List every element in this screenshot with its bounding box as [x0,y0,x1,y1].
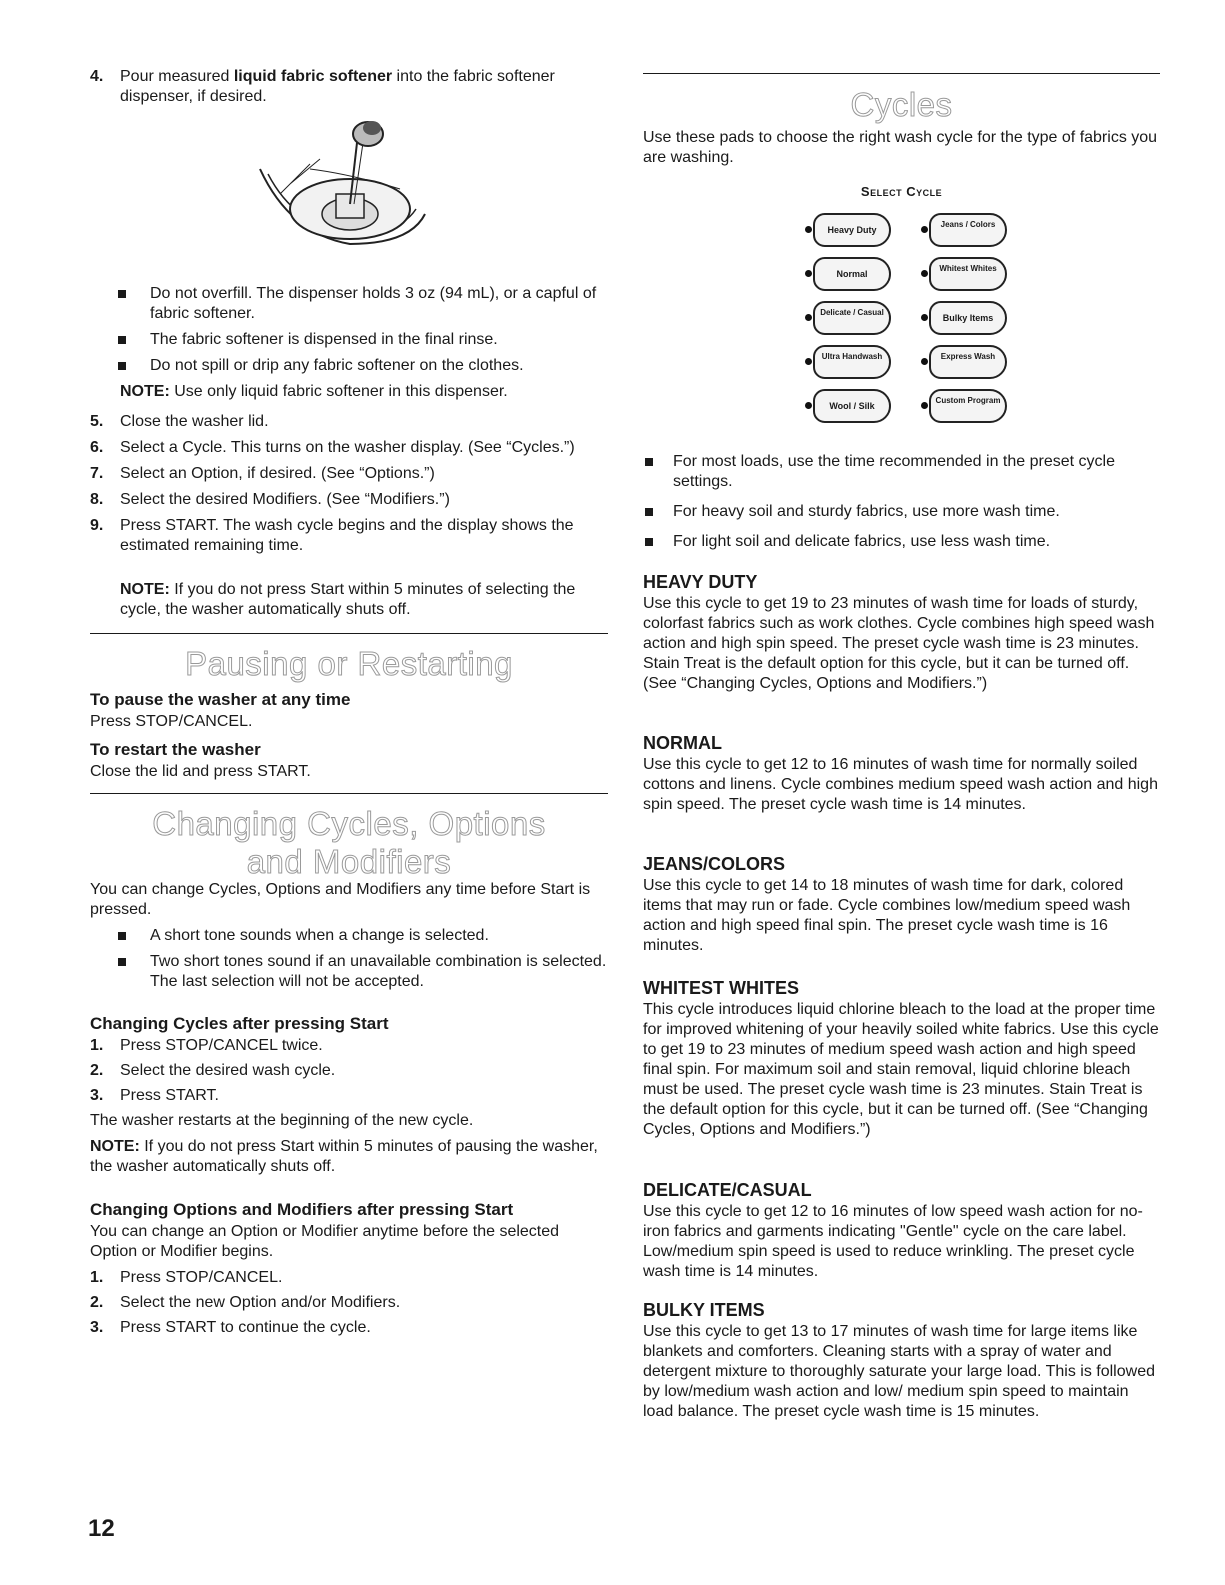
note-softener: NOTE: Use only liquid fabric softener in this dispenser. [120,383,508,400]
cycle-pad-express-wash[interactable] [921,345,1009,379]
cycle-section-heavy-duty [643,572,1160,694]
cycle-description: Use this cycle to get 13 to 17 minutes of wash time for large items like blankets and comforters. Cleaning starts with a spray of water and detergent mixture to thoroughly saturate your large load. This is followed by low/medium wash action and low/ medium spin speed to maintain load balance. The preset cycle wash time is 15 minutes. [643,1323,1155,1420]
cycle-pad-whitest-whites[interactable] [921,257,1009,291]
step-item: 3. Press START. [90,1087,219,1104]
indicator-light-icon [805,358,812,365]
cycles-after-start-section [90,1014,610,1177]
pad-label: Heavy Duty [813,213,891,247]
list-item: Do not overfill. The dispenser holds 3 oz (94 mL), or a capful of fabric softener. [90,284,610,324]
changing-section-title-line2: and Modifiers [246,843,452,880]
cycle-description: Use this cycle to get 12 to 16 minutes of low speed wash action for no-iron fabrics and garments indicating "Gentle" cycle on the care label. Low/medium spin speed is used to reduce wrinkling. The preset cycle wash time is 14 minutes. [643,1203,1143,1280]
indicator-light-icon [805,402,812,409]
indicator-light-icon [921,226,928,233]
cycle-heading: NORMAL [643,733,722,753]
cycle-description: Use this cycle to get 14 to 18 minutes of wash time for dark, colored items that may run or fade. Cycle combines low/medium speed wash action and high speed final spin. The preset cycle wash time is 16 minutes. [643,877,1131,954]
steps-5-9 [90,412,610,556]
pad-label: Wool / Silk [813,389,891,423]
cycle-heading: HEAVY DUTY [643,572,758,592]
cycle-pad-jeans-colors[interactable] [921,213,1009,247]
indicator-light-icon [805,270,812,277]
cycle-tips-list [643,452,1160,552]
bullet-icon [118,958,126,966]
step-text-post: into the fabric softener dispenser, if desired. [120,68,555,105]
changing-intro: You can change Cycles, Options and Modifiers any time before Start is pressed. [90,881,591,918]
restart-note: The washer restarts at the beginning of the new cycle. [90,1112,474,1129]
options-after-intro: You can change an Option or Modifier anytime before the selected Option or Modifier begins. [90,1223,560,1260]
step-item: 5. Close the washer lid. [90,413,269,430]
list-item: A short tone sounds when a change is selected. [90,926,610,946]
pad-label: Whitest Whites [929,257,1007,291]
step-text-bold: liquid fabric softener [233,68,393,85]
step-item: 7. Select an Option, if desired. (See “Options.”) [90,465,435,482]
cycle-pad-panel [805,207,1045,435]
pad-label: Ultra Handwash [813,345,891,379]
step-4 [90,67,610,107]
cycle-heading: DELICATE/CASUAL [643,1180,812,1200]
cycle-pad-bulky-items[interactable] [921,301,1009,335]
cycle-heading: JEANS/COLORS [643,854,786,874]
cycle-description: Use this cycle to get 12 to 16 minutes of wash time for normally soiled cottons and linens. Cycle combines medium speed wash action and high spin speed. The preset cycle wash time is 14 minutes. [643,756,1158,813]
bullet-icon [118,336,126,344]
changing-section-title-line1: Changing Cycles, Options [152,805,546,842]
cycle-pad-delicate-casual[interactable] [805,301,893,335]
step-item: 1. Press STOP/CANCEL twice. [90,1037,323,1054]
pad-label: Normal [813,257,891,291]
indicator-light-icon [805,314,812,321]
options-after-heading: Changing Options and Modifiers after pressing Start [90,1200,514,1219]
pause-text: Press STOP/CANCEL. [90,713,253,730]
section-divider [90,633,608,634]
list-item: For most loads, use the time recommended in the preset cycle settings. [643,452,1160,492]
cycle-pad-ultra-handwash[interactable] [805,345,893,379]
pad-label: Custom Program [929,389,1007,423]
bullet-icon [645,538,653,546]
cycle-section-whitest-whites [643,978,1160,1140]
cycle-heading: WHITEST WHITES [643,978,799,998]
step-item: 6. Select a Cycle. This turns on the washer display. (See “Cycles.”) [90,439,575,456]
bullet-icon [118,362,126,370]
cycle-section-bulky-items [643,1300,1160,1422]
indicator-light-icon [921,358,928,365]
cycle-description: This cycle introduces liquid chlorine bleach to the load at the proper time for improved whitening of your heavily soiled white fabrics. Use this cycle to get 19 to 23 minutes of medium speed wash action and high speed final spin. For maximum soil and stain removal, liquid chlorine bleach must be used. The preset cycle wash time is 23 minutes. Stain Treat is the default option for this cycle, but it can be turned off. (See “Changing Cycles, Options and Modifiers.”) [643,1001,1159,1138]
step-item: 8. Select the desired Modifiers. (See “Modifiers.”) [90,491,450,508]
step-text-pre: Pour measured [120,68,234,85]
indicator-light-icon [921,402,928,409]
pausing-section-title: Pausing or Restarting [185,645,513,682]
cycles-section-title: Cycles [850,86,953,123]
indicator-light-icon [921,270,928,277]
step-item: 3. Press START to continue the cycle. [90,1319,371,1336]
pad-label: Delicate / Casual [813,301,891,335]
cycle-pad-normal[interactable] [805,257,893,291]
list-item: Two short tones sound if an unavailable combination is selected. The last selection will not be accepted. [90,952,610,992]
step-item: 2. Select the desired wash cycle. [90,1062,336,1079]
restart-heading: To restart the washer [90,740,261,759]
cycles-after-heading: Changing Cycles after pressing Start [90,1014,389,1033]
list-item: For heavy soil and sturdy fabrics, use more wash time. [643,502,1160,522]
cycle-section-normal [643,733,1160,815]
select-cycle-label: Select Cycle [860,184,943,199]
indicator-light-icon [921,314,928,321]
list-item: For light soil and delicate fabrics, use less wash time. [643,532,1160,552]
note-pause-timeout: NOTE: If you do not press Start within 5 minutes of pausing the washer, the washer automatically shuts off. [90,1138,598,1175]
cycles-intro: Use these pads to choose the right wash cycle for the type of fabrics you are washing. [643,129,1158,166]
softener-bullet-list [90,284,610,376]
list-item: Do not spill or drip any fabric softener on the clothes. [90,356,610,376]
step-item: 9. Press START. The wash cycle begins and the display shows the estimated remaining time. [90,517,574,554]
step-item: 2. Select the new Option and/or Modifiers. [90,1294,401,1311]
cycle-pad-custom-program[interactable] [921,389,1009,423]
bullet-icon [645,508,653,516]
cycle-heading: BULKY ITEMS [643,1300,765,1320]
section-divider [90,793,608,794]
cycle-section-delicate-casual [643,1180,1160,1282]
fabric-softener-dispenser-illustration [250,114,450,264]
bullet-icon [118,932,126,940]
page-number: 12 [88,1515,115,1542]
pad-label: Jeans / Colors [929,213,1007,247]
cycle-pad-wool-silk[interactable] [805,389,893,423]
cycle-description: Use this cycle to get 19 to 23 minutes of wash time for loads of sturdy, colorfast fabrics such as work clothes. Cycle combines high speed wash action and high spin speed. The preset cycle wash time is 23 minutes. Stain Treat is the default option for this cycle, but it can be turned off. (See “Changing Cycles, Options and Modifiers.”) [643,595,1155,692]
restart-text: Close the lid and press START. [90,763,311,780]
bullet-icon [118,290,126,298]
note-start-timeout: NOTE: If you do not press Start within 5 minutes of selecting the cycle, the washer automatically shuts off. [120,581,576,618]
cycle-pad-heavy-duty[interactable] [805,213,893,247]
cycle-section-jeans-colors [643,854,1160,956]
step-item: 1. Press STOP/CANCEL. [90,1269,283,1286]
bullet-icon [645,458,653,466]
section-divider [643,73,1160,74]
list-item: The fabric softener is dispensed in the final rinse. [90,330,610,350]
indicator-light-icon [805,226,812,233]
pad-label: Bulky Items [929,301,1007,335]
options-after-start-section [90,1200,610,1338]
pad-label: Express Wash [929,345,1007,379]
changing-section [90,880,610,992]
pause-heading: To pause the washer at any time [90,690,351,709]
step-number: 4. [90,68,104,85]
pause-section [90,690,610,782]
